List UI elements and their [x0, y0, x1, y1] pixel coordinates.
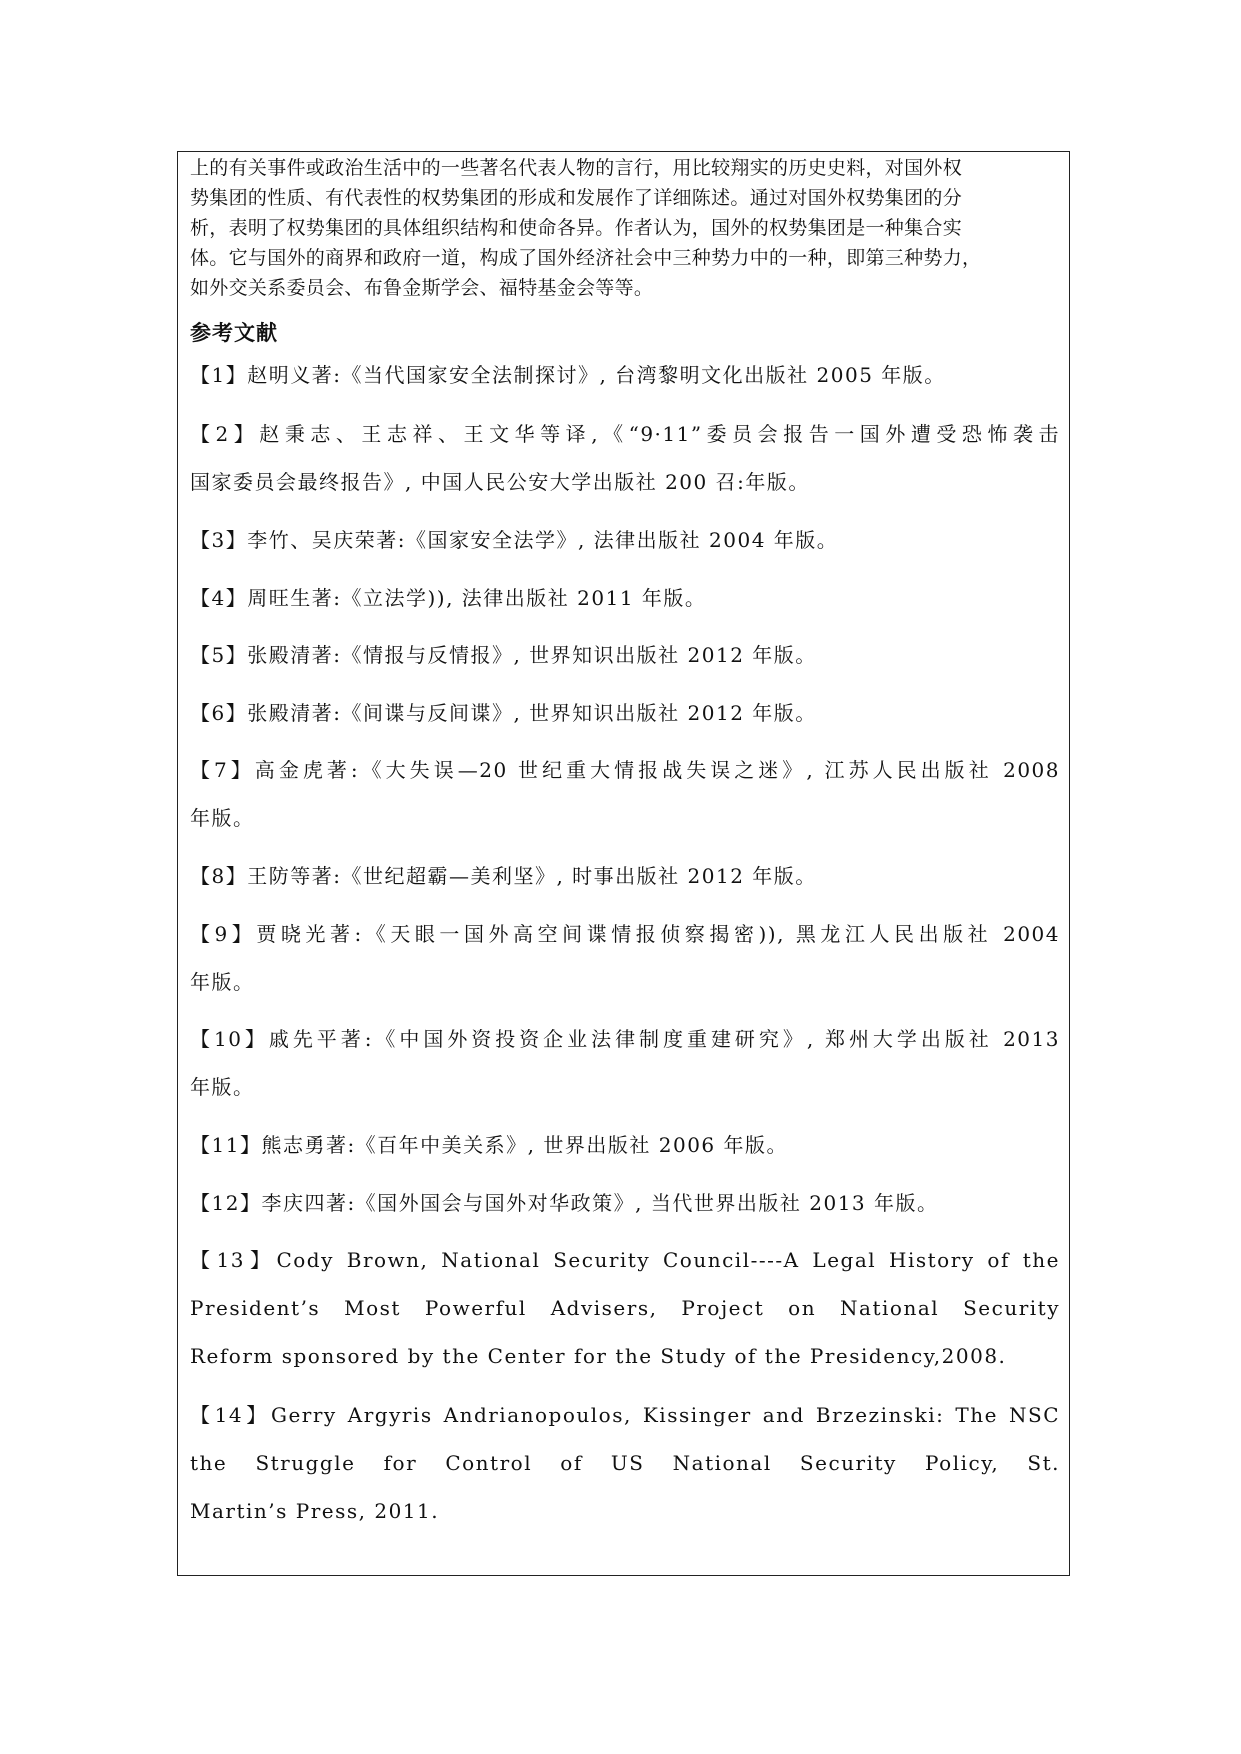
- reference-line: 【2】赵秉志、王志祥、王文华等译,《“9·11”委员会报告一国外遭受恐怖袭击: [190, 422, 1060, 446]
- intro-paragraph: [190, 153, 1060, 303]
- reference-line: Martin’s Press, 2011.: [190, 1499, 440, 1523]
- references-heading: 参考文献: [190, 321, 278, 345]
- reference-line: 【7】高金虎著:《大失误—20 世纪重大情报战失误之迷》, 江苏人民出版社 2008: [190, 758, 1060, 782]
- reference-line: 【14】Gerry Argyris Andrianopoulos, Kissinger and Brzezinski: The NSC: [190, 1403, 1060, 1427]
- reference-line: 【8】王防等著:《世纪超霸—美利坚》, 时事出版社 2012 年版。: [190, 864, 817, 888]
- reference-line: 年版。: [190, 806, 255, 830]
- reference-line: President’s Most Powerful Advisers, Project on National Security: [190, 1296, 1060, 1320]
- reference-line: 年版。: [190, 970, 255, 994]
- intro-line: 析，表明了权势集团的具体组织结构和使命各异。作者认为，国外的权势集团是一种集合实: [190, 217, 963, 239]
- reference-line: the Struggle for Control of US National Security Policy, St.: [190, 1451, 1060, 1475]
- reference-line: 【9】贾晓光著:《天眼一国外高空间谍情报侦察揭密)), 黑龙江人民出版社 2004: [190, 922, 1060, 946]
- reference-line: 【13】Cody Brown, National Security Council----A Legal History of the: [190, 1248, 1060, 1272]
- reference-line: 国家委员会最终报告》, 中国人民公安大学出版社 200 召:年版。: [190, 470, 810, 494]
- reference-line: 【5】张殿清著:《情报与反情报》, 世界知识出版社 2012 年版。: [190, 643, 817, 667]
- intro-line: 体。它与国外的商界和政府一道，构成了国外经济社会中三种势力中的一种，即第三种势力，: [190, 247, 982, 269]
- reference-line: 【3】李竹、吴庆荣著:《国家安全法学》, 法律出版社 2004 年版。: [190, 528, 839, 552]
- intro-line: 势集团的性质、有代表性的权势集团的形成和发展作了详细陈述。通过对国外权势集团的分: [190, 187, 963, 209]
- reference-line: 年版。: [190, 1075, 255, 1099]
- intro-line: 如外交关系委员会、布鲁金斯学会、福特基金会等等。: [190, 277, 654, 299]
- reference-line: 【1】赵明义著:《当代国家安全法制探讨》, 台湾黎明文化出版社 2005 年版。: [190, 363, 946, 387]
- reference-line: 【12】李庆四著:《国外国会与国外对华政策》, 当代世界出版社 2013 年版。: [190, 1191, 939, 1215]
- reference-line: 【6】张殿清著:《间谍与反间谍》, 世界知识出版社 2012 年版。: [190, 701, 817, 725]
- intro-line: 上的有关事件或政治生活中的一些著名代表人物的言行，用比较翔实的历史史料，对国外权: [190, 157, 963, 179]
- reference-line: 【4】周旺生著:《立法学)), 法律出版社 2011 年版。: [190, 586, 707, 610]
- reference-line: 【10】戚先平著:《中国外资投资企业法律制度重建研究》, 郑州大学出版社 2013: [190, 1027, 1060, 1051]
- reference-line: 【11】熊志勇著:《百年中美关系》, 世界出版社 2006 年版。: [190, 1133, 789, 1157]
- reference-line: Reform sponsored by the Center for the Study of the Presidency,2008.: [190, 1344, 1007, 1368]
